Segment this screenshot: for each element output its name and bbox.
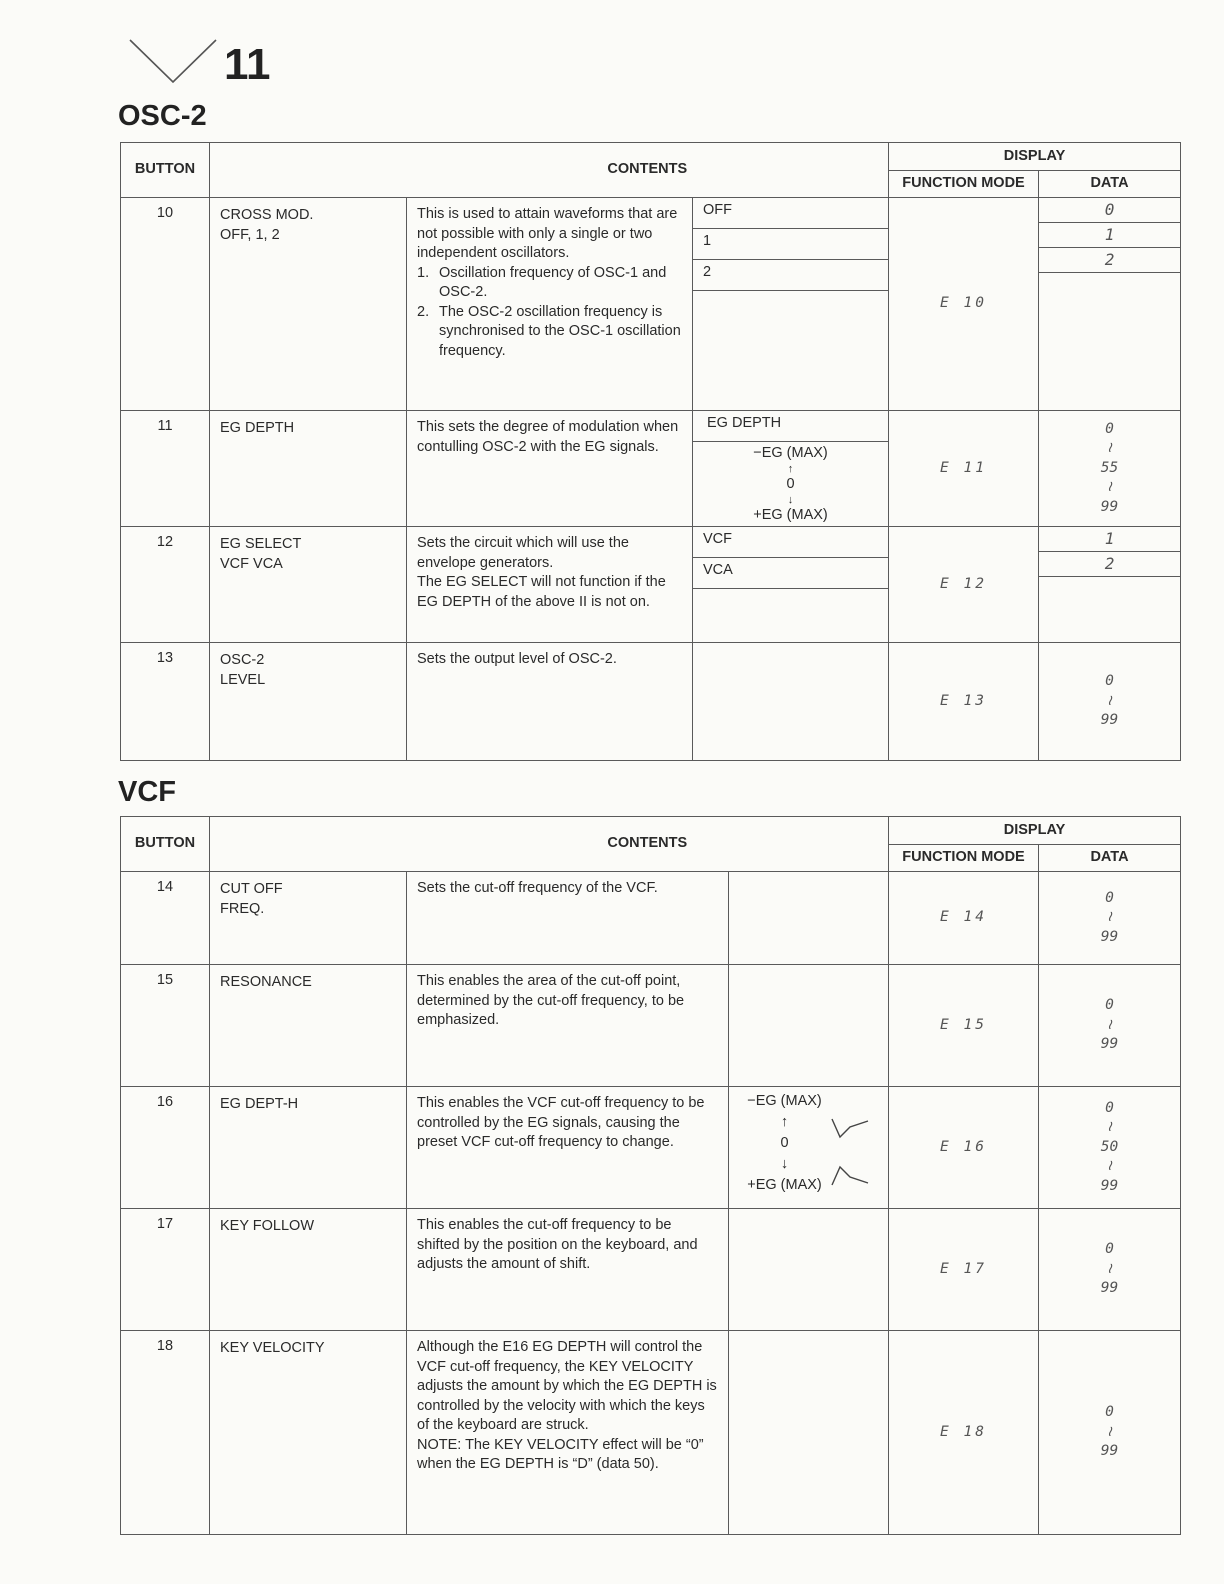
table-row [121,1087,1181,1209]
table-row [121,527,1181,643]
options-cell [693,527,889,643]
data-value: 1 [1039,527,1180,552]
data-range: 0 ≀ 50 ≀ 99 [1039,1087,1181,1209]
parameter-name: OSC-2 LEVEL [210,643,407,761]
data-value: 1 [1039,223,1180,248]
description: Sets the cut-off frequency of the VCF. [407,872,729,965]
table-row [121,1331,1181,1535]
header-data: DATA [1039,845,1181,872]
option-item: OFF [693,198,888,229]
data-range: 0 ≀ 99 [1039,1209,1181,1331]
parameter-name: KEY VELOCITY [210,1331,407,1535]
button-number: 10 [121,198,210,411]
function-mode-value: E 14 [889,872,1039,965]
description: Sets the circuit which will use the envelope generators. The EG SELECT will not function if the EG DEPTH of the above II is not on. [407,527,693,643]
button-number: 15 [121,965,210,1087]
function-mode-value: E 12 [889,527,1039,643]
parameter-name: CROSS MOD. OFF, 1, 2 [210,198,407,411]
option-item: VCA [693,558,888,589]
function-mode-value: E 16 [889,1087,1039,1209]
description: This enables the VCF cut-off frequency to be controlled by the EG signals, causing the preset VCF cut-off frequency to change. [407,1087,729,1209]
data-cell [1039,527,1181,643]
header-data: DATA [1039,171,1181,198]
option-item: 2 [693,260,888,291]
button-number: 12 [121,527,210,643]
data-value: 2 [1039,248,1180,273]
table-row [121,643,1181,761]
negative-envelope-icon [830,1115,870,1141]
data-range: 0 ≀ 99 [1039,643,1181,761]
data-range: 0 ≀ 55 ≀ 99 [1039,411,1181,527]
parameter-name: RESONANCE [210,965,407,1087]
header-contents: CONTENTS [407,143,889,198]
parameter-name: KEY FOLLOW [210,1209,407,1331]
description: This is used to attain waveforms that are not possible with only a single or two independent oscillators. 1. Oscillation frequency of OSC-1 and OSC-2. 2. The OSC-2 oscillation frequency is synchronised to the OSC-1 oscillation frequency. [407,198,693,411]
header-display: DISPLAY [889,817,1181,845]
header-button: BUTTON [121,817,210,872]
function-mode-value: E 11 [889,411,1039,527]
option-item: VCF [693,527,888,558]
vcf-header-row [121,817,1181,845]
table-row [121,411,1181,527]
eg-depth-diagram: −EG (MAX) ↑ 0 ↓ +EG (MAX) [729,1087,889,1209]
parameter-name: EG DEPTH [210,411,407,527]
data-range: 0 ≀ 99 [1039,1331,1181,1535]
vcf-table [120,816,1181,1535]
button-number: 18 [121,1331,210,1535]
function-mode-value: E 18 [889,1331,1039,1535]
options-cell [693,198,889,411]
function-mode-value: E 17 [889,1209,1039,1331]
section-title-osc2: OSC-2 [118,100,207,132]
button-number: 13 [121,643,210,761]
option-item: 1 [693,229,888,260]
eg-depth-range: EG DEPTH −EG (MAX) ↑ 0 ↓ +EG (MAX) [693,411,889,527]
parameter-name: EG SELECT VCF VCA [210,527,407,643]
page-number: 11 [224,40,271,89]
description: This sets the degree of modulation when contulling OSC-2 with the EG signals. [407,411,693,527]
description: Although the E16 EG DEPTH will control the VCF cut-off frequency, the KEY VELOCITY adjusts the amount by which the EG DEPTH is controlled by the velocity with which the keys of the keyboard are struck. NOTE: The KEY VELOCITY effect will be “0” when the EG DEPTH is “D” (data 50). [407,1331,729,1535]
button-number: 14 [121,872,210,965]
parameter-name: CUT OFF FREQ. [210,872,407,965]
parameter-name: EG DEPT-H [210,1087,407,1209]
osc2-table [120,142,1181,761]
data-range: 0 ≀ 99 [1039,872,1181,965]
table-row [121,1209,1181,1331]
header-button: BUTTON [121,143,210,198]
header-display: DISPLAY [889,143,1181,171]
header-function-mode: FUNCTION MODE [889,171,1039,198]
header-contents: CONTENTS [407,817,889,872]
chevron-mark-icon [128,36,218,86]
data-value: 2 [1039,552,1180,577]
section-title-vcf: VCF [118,776,176,808]
description: This enables the cut-off frequency to be shifted by the position on the keyboard, and adjusts the amount of shift. [407,1209,729,1331]
data-range: 0 ≀ 99 [1039,965,1181,1087]
positive-envelope-icon [830,1163,870,1189]
osc2-header-row [121,143,1181,171]
table-row [121,965,1181,1087]
description: Sets the output level of OSC-2. [407,643,693,761]
button-number: 11 [121,411,210,527]
function-mode-value: E 10 [889,198,1039,411]
function-mode-value: E 13 [889,643,1039,761]
function-mode-value: E 15 [889,965,1039,1087]
description: This enables the area of the cut-off point, determined by the cut-off frequency, to be emphasized. [407,965,729,1087]
table-row [121,198,1181,411]
button-number: 16 [121,1087,210,1209]
data-cell [1039,198,1181,411]
table-row [121,872,1181,965]
data-value: 0 [1039,198,1180,223]
header-function-mode: FUNCTION MODE [889,845,1039,872]
button-number: 17 [121,1209,210,1331]
